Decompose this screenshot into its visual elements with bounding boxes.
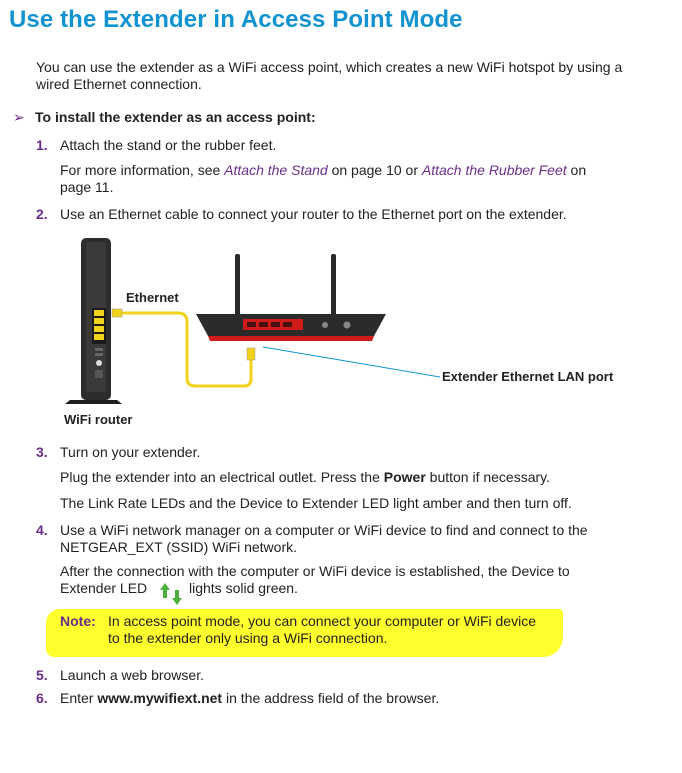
extender-icon: [196, 254, 386, 341]
step-4-subtext-end: lights solid green.: [189, 580, 298, 596]
step-3-subtext-1: Plug the extender into an electrical outlet. Press the Power button if necessary.: [60, 469, 551, 485]
step-5-number: 5.: [36, 667, 48, 683]
ethernet-label: Ethernet: [126, 290, 179, 305]
step-4-subtext: After the connection with the computer or WiFi device is established, the Device to Extender LED: [60, 563, 570, 596]
step-3-subtext-2: The Link Rate LEDs and the Device to Extender LED light amber and then turn off.: [60, 495, 572, 511]
procedure-heading-text: To install the extender as an access point:: [35, 109, 316, 125]
url-mywifiext: www.mywifiext.net: [97, 690, 223, 706]
device-to-extender-led-icon: [158, 582, 184, 606]
step-6-text: Enter www.mywifiext.net in the address field of the browser.: [60, 690, 440, 706]
procedure-arrow-icon: ➢: [13, 109, 25, 125]
router-label: WiFi router: [64, 412, 133, 427]
step-2-number: 2.: [36, 206, 48, 222]
step-5-text: Launch a web browser.: [60, 667, 204, 683]
step-6-number: 6.: [36, 690, 48, 706]
link-attach-stand[interactable]: Attach the Stand: [224, 162, 328, 178]
page-title: Use the Extender in Access Point Mode: [9, 6, 463, 33]
procedure-heading: [13, 109, 316, 126]
step-1-subtext: For more information, see Attach the Stand on page 10 or Attach the Rubber Feet on page 11.: [60, 162, 587, 195]
note: [60, 613, 536, 647]
connection-diagram: [0, 230, 682, 430]
step-4-number: 4.: [36, 522, 48, 538]
note-line-2: to the extender only using a WiFi connection.: [108, 630, 388, 646]
step-2-text: Use an Ethernet cable to connect your router to the Ethernet port on the extender.: [60, 206, 567, 222]
link-attach-rubber-feet[interactable]: Attach the Rubber Feet: [421, 162, 567, 178]
step-3-number: 3.: [36, 444, 48, 460]
note-label: Note:: [60, 613, 96, 629]
note-line-1: In access point mode, you can connect your computer or WiFi device: [108, 613, 536, 629]
step-3-text: Turn on your extender.: [60, 444, 201, 460]
step-1-text: Attach the stand or the rubber feet.: [60, 137, 277, 153]
intro-paragraph: You can use the extender as a WiFi access point, which creates a new WiFi hotspot by using a wired Ethernet connection.: [36, 59, 623, 92]
step-4-text: Use a WiFi network manager on a computer or WiFi device to find and connect to the NETGEAR_EXT (SSID) WiFi network.: [60, 522, 588, 555]
wifi-router-icon: [65, 238, 122, 404]
extender-port-label: Extender Ethernet LAN port: [442, 369, 614, 384]
step-1-number: 1.: [36, 137, 48, 153]
